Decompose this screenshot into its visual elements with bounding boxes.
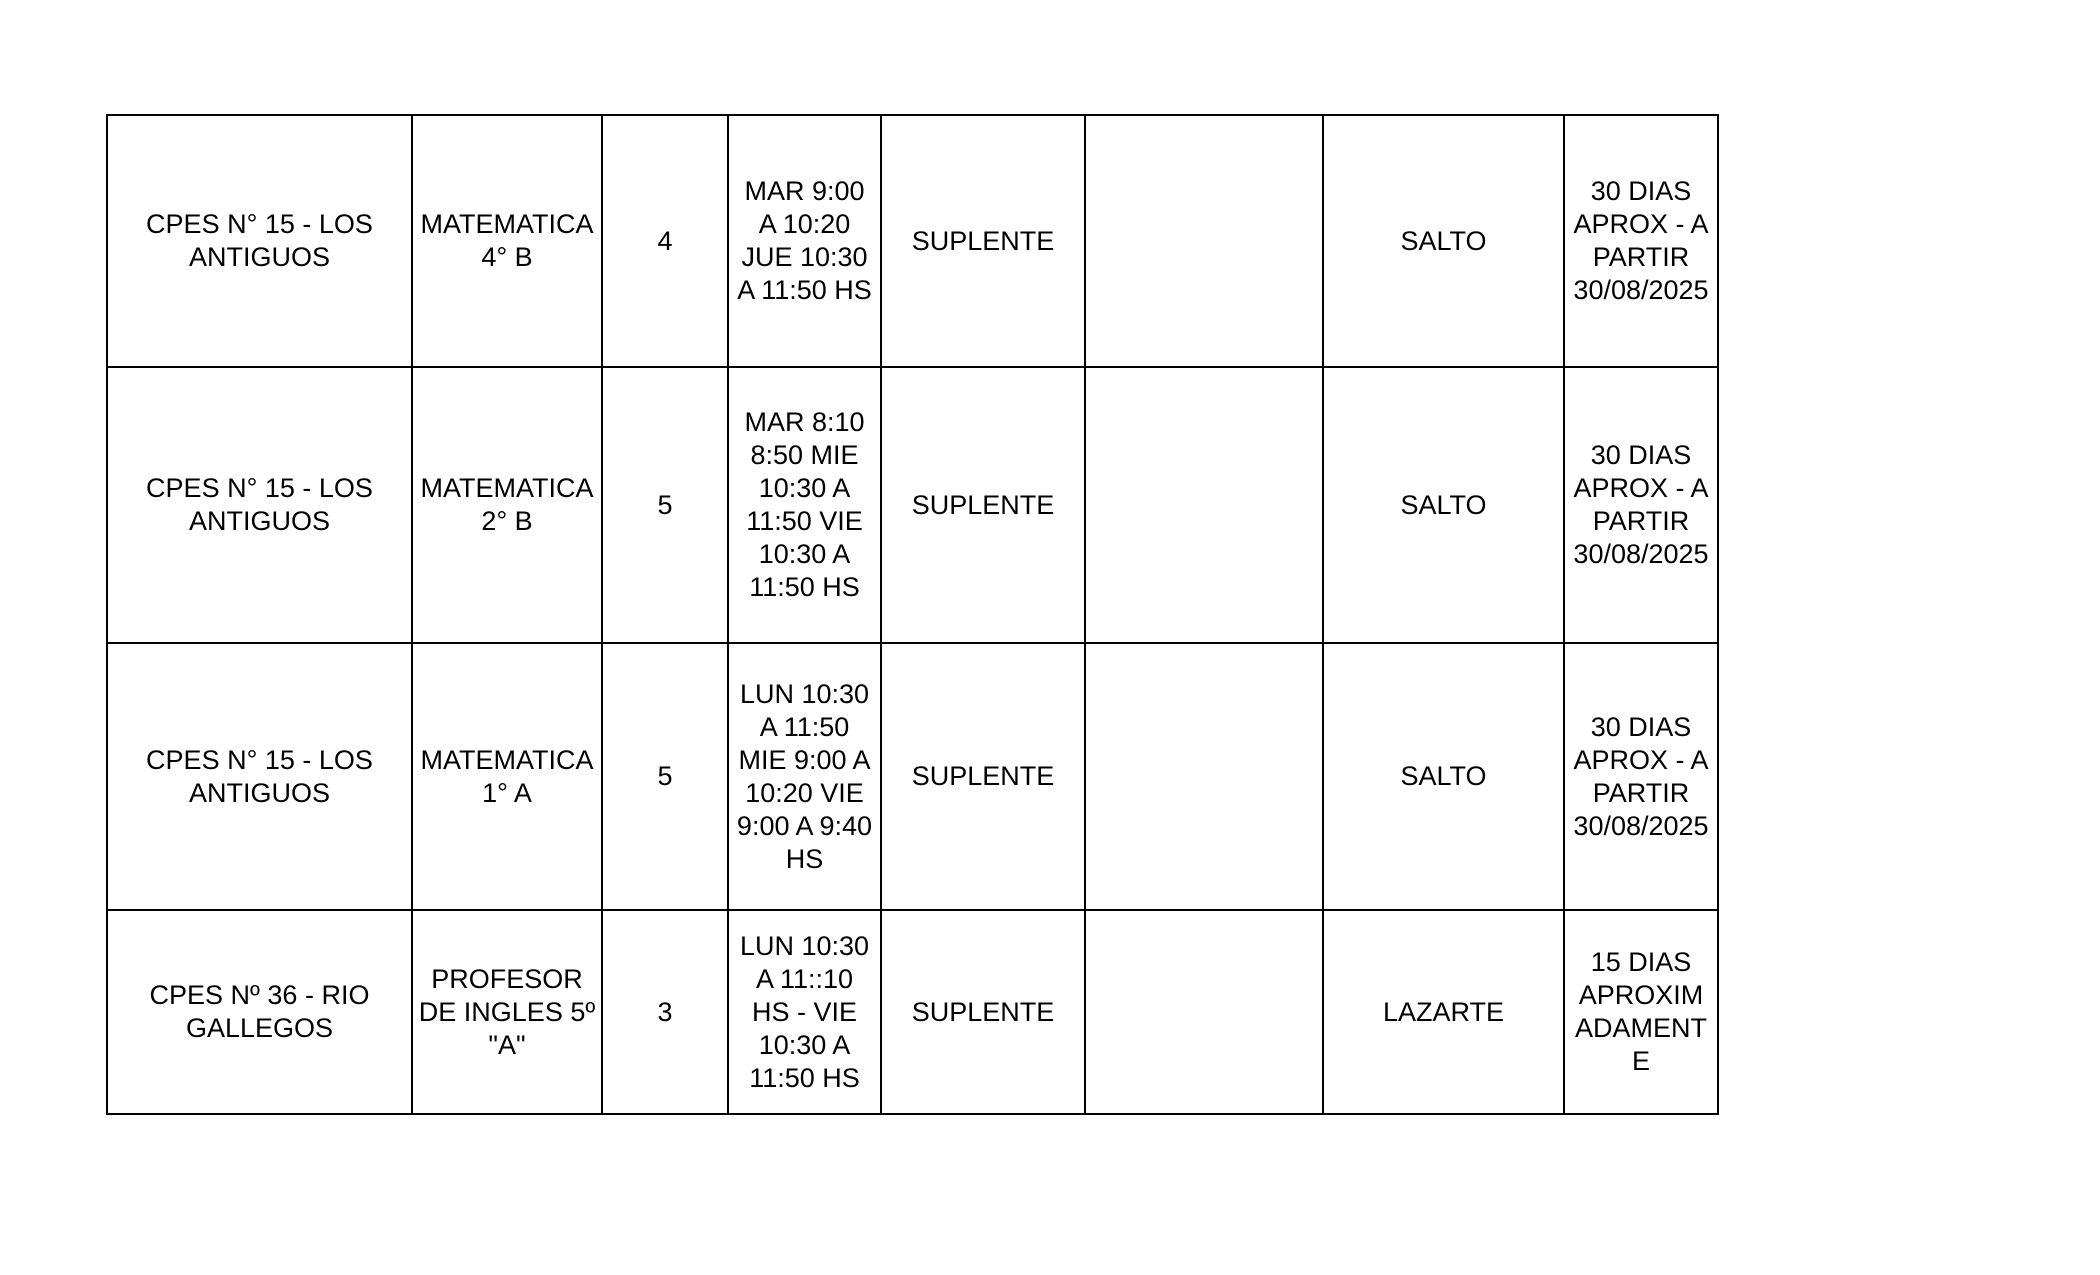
hours-cell: 3	[602, 910, 728, 1114]
subject-cell: PROFESOR DE INGLES 5º "A"	[412, 910, 602, 1114]
type-cell: SUPLENTE	[881, 643, 1085, 910]
type-cell: SUPLENTE	[881, 367, 1085, 643]
teacher-cell: SALTO	[1323, 643, 1564, 910]
school-cell: CPES N° 15 - LOS ANTIGUOS	[107, 367, 412, 643]
vacancy-table	[106, 114, 1719, 1115]
school-cell: CPES Nº 36 - RIO GALLEGOS	[107, 910, 412, 1114]
table-row	[107, 367, 1718, 643]
school-cell: CPES N° 15 - LOS ANTIGUOS	[107, 115, 412, 367]
duration-cell: 30 DIAS APROX - A PARTIR 30/08/2025	[1564, 367, 1718, 643]
hours-cell: 5	[602, 643, 728, 910]
empty-cell	[1085, 910, 1323, 1114]
type-cell: SUPLENTE	[881, 115, 1085, 367]
duration-cell: 15 DIAS APROXIM ADAMENT E	[1564, 910, 1718, 1114]
type-cell: SUPLENTE	[881, 910, 1085, 1114]
schedule-cell: LUN 10:30 A 11::10 HS - VIE 10:30 A 11:50 HS	[728, 910, 881, 1114]
table-row	[107, 643, 1718, 910]
teacher-cell: SALTO	[1323, 115, 1564, 367]
empty-cell	[1085, 643, 1323, 910]
teacher-cell: SALTO	[1323, 367, 1564, 643]
subject-cell: MATEMATICA 4° B	[412, 115, 602, 367]
empty-cell	[1085, 367, 1323, 643]
empty-cell	[1085, 115, 1323, 367]
schedule-cell: LUN 10:30 A 11:50 MIE 9:00 A 10:20 VIE 9:00 A 9:40 HS	[728, 643, 881, 910]
schedule-cell: MAR 8:10 8:50 MIE 10:30 A 11:50 VIE 10:30 A 11:50 HS	[728, 367, 881, 643]
table-row	[107, 115, 1718, 367]
subject-cell: MATEMATICA 1° A	[412, 643, 602, 910]
duration-cell: 30 DIAS APROX - A PARTIR 30/08/2025	[1564, 115, 1718, 367]
hours-cell: 5	[602, 367, 728, 643]
hours-cell: 4	[602, 115, 728, 367]
school-cell: CPES N° 15 - LOS ANTIGUOS	[107, 643, 412, 910]
duration-cell: 30 DIAS APROX - A PARTIR 30/08/2025	[1564, 643, 1718, 910]
table-row	[107, 910, 1718, 1114]
teacher-cell: LAZARTE	[1323, 910, 1564, 1114]
subject-cell: MATEMATICA 2° B	[412, 367, 602, 643]
schedule-cell: MAR 9:00 A 10:20 JUE 10:30 A 11:50 HS	[728, 115, 881, 367]
